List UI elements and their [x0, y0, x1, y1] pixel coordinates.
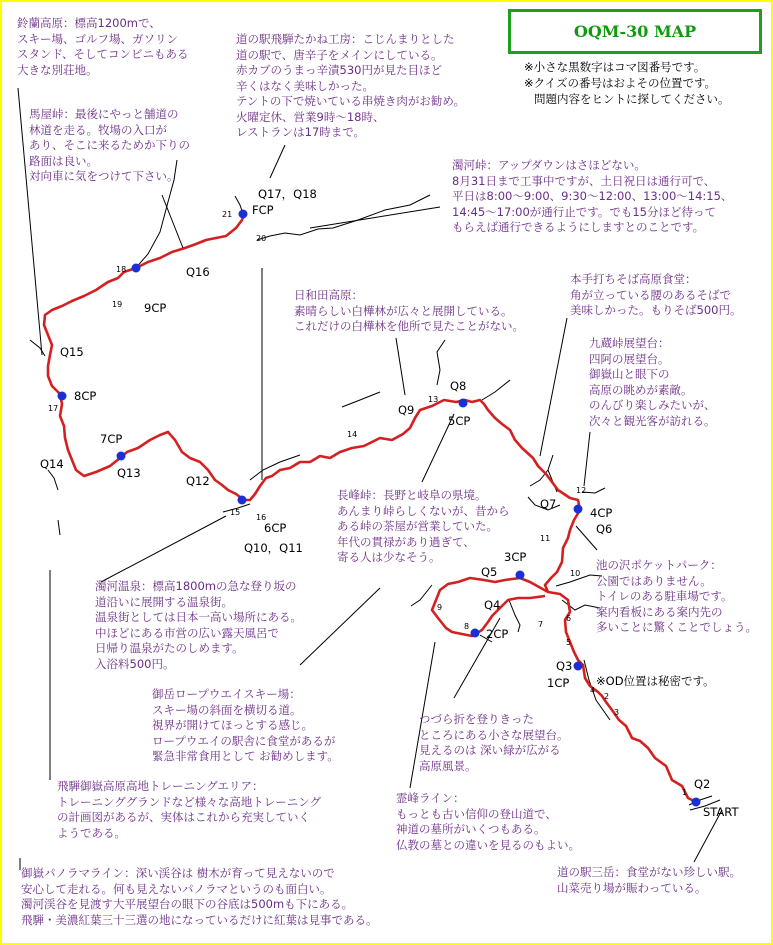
- label-2cp: 2CP: [486, 627, 509, 641]
- legend-line: ※クイズの番号はおよその位置です。: [524, 76, 717, 90]
- label-q14: Q14: [40, 457, 64, 471]
- note-reiho-line: 霊峰ライン： もっとも古い信仰の登山道で、 神道の墓所がいくつもある。 仏教の墓との違いを見るのもよい。: [396, 791, 580, 852]
- note-ikenosawa-park: 池の沢ポケットパーク： 公園ではありません。 トイレのある駐車場です。 案内看板にある案内先の 多いことに驚くことでしょう。: [596, 558, 757, 634]
- label-1cp: 1CP: [547, 676, 570, 690]
- label-start: START: [703, 805, 739, 819]
- callout-line: [310, 207, 440, 228]
- note-panorama-line: 御嶽パノラマライン：深い渓谷は 樹木が育って見えないので 安心して走れる。何も見えないパノラマというのも面白い。 濁河渓谷を見渡す大平展望台の眼下の谷底は500mも下にある。 飛騨・美濃紅葉三十三選の地になっているだけに紅葉は見事である。: [21, 866, 378, 927]
- label-q2: Q2: [694, 777, 711, 791]
- road-line: [482, 380, 510, 400]
- label-4cp: 4CP: [590, 506, 613, 520]
- koma-number: 10: [570, 569, 581, 578]
- road-line: [48, 470, 58, 490]
- koma-number: 8: [464, 622, 470, 631]
- label-7cp: 7CP: [100, 432, 123, 446]
- map-title: OQM-30 MAP: [573, 22, 697, 41]
- koma-number: 11: [540, 534, 551, 543]
- note-kuzo-toge: 九蔵峠展望台： 四阿の展望台。 御嶽山と眼下の 高原の眺めが素敵。 のんびり楽しみたいが、 次々と観光客が訪れる。: [589, 336, 716, 428]
- road-line: [509, 600, 520, 632]
- note-ontake-ropeway: 御岳ロープウエイスキー場： スキー場の斜面を横切る道。 視界が開けてほっとする感じ。 ロープウエイの駅舎に食堂があるが 緊急非常食用として お勧めします。: [152, 687, 339, 763]
- label-fcp: FCP: [252, 203, 274, 217]
- callout-line: [270, 145, 285, 178]
- label-q9: Q9: [398, 403, 415, 417]
- note-michinoeki-takane: 道の駅飛騨たかね工房：こじんまりとした 道の駅で、唐辛子をメインにしている。 赤カブのうまっ辛漬530円が見た目ほど 辛くはなく美味しかった。 テントの下で焼いている串焼き肉がお勧め。 火曜定休、営業9時～18時、 レストランは17時まで。: [236, 32, 465, 139]
- road-line: [30, 340, 45, 356]
- callout-line: [300, 588, 380, 665]
- label-q3: Q3: [556, 659, 573, 673]
- label-9cp: 9CP: [144, 301, 167, 315]
- callout-line: [58, 520, 60, 535]
- label-q10-q11: Q10，Q11: [244, 541, 303, 555]
- koma-number: 1: [682, 788, 688, 797]
- koma-number: 5: [566, 638, 572, 647]
- checkpoint-1cp: [574, 662, 583, 671]
- note-suzuran-kogen: 鈴蘭高原：標高1200mで、 スキー場、ゴルフ場、ガソリン スタンド、そしてコンビニもある 大きな別荘地。: [17, 16, 189, 77]
- checkpoint-9cp: [132, 264, 141, 273]
- checkpoint-3cp: [516, 571, 525, 580]
- checkpoint-4cp: [574, 505, 583, 514]
- note-umaya-toge: 馬屋峠：最後にやっと舗道の 林道を走る。牧場の入口が あり、そこに来るためか下りの 路面は良い。 対向車に気をつけて下さい。: [29, 107, 190, 183]
- legend-line: 問題内容をヒントに探してください。: [534, 92, 730, 106]
- koma-number: 12: [576, 486, 587, 495]
- label-q16: Q16: [186, 265, 210, 279]
- callout-line: [101, 516, 226, 582]
- koma-number: 20: [256, 234, 267, 243]
- label-8cp: 8CP: [74, 389, 97, 403]
- label-5cp: 5CP: [448, 414, 471, 428]
- koma-number: 14: [347, 430, 358, 439]
- koma-number: 18: [116, 265, 127, 274]
- note-soba-shokudo: 本手打ちそば高原食堂： 角が立っている腰のあるそばで 美味しかった。もりそば500円。: [570, 272, 742, 317]
- koma-number: 2: [604, 692, 610, 701]
- koma-number: 21: [222, 210, 233, 219]
- callout-line: [576, 526, 597, 550]
- label-q8: Q8: [450, 379, 467, 393]
- note-nigorigo-onsen: 濁河温泉：標高1800mの急な登り坂の 道沿いに展開する温泉街。 温泉街としては日本一高い場所にある。 中ほどにある市営の広い露天風呂で 日帰り温泉がたのしめます。 入浴料500円。: [95, 579, 302, 671]
- note-nagamine-toge: 長峰峠：長野と岐阜の県境。 あんまり峠らしくないが、昔から ある峠の茶屋が営業していた。 年代の貫禄があり過ぎて、 寄る人は少なそう。: [337, 488, 510, 564]
- checkpoint-6cp: [238, 496, 247, 505]
- road-line: [437, 340, 445, 385]
- koma-number: 4: [590, 686, 596, 695]
- label-q6: Q6: [596, 522, 613, 536]
- callout-line: [540, 318, 567, 456]
- note-nigorigo-toge: 濁河峠：アップダウンはさほどない。 8月31日まで工事中ですが、土日祝日は通行可で、 平日は8:00～9:00、9:30～12:00、13:00～14:15、 14:45～17:00が通行止です。でも15分ほど待って もらえば通行できるようにしますとのことです。: [452, 158, 733, 234]
- legend-line: ※小さな黒数字はコマ図番号です。: [524, 60, 706, 74]
- label-q13: Q13: [117, 466, 141, 480]
- note-michinoeki-mitake: 道の駅三岳：食堂がない珍しい駅。 山菜売り場が賑わっている。: [557, 865, 741, 895]
- checkpoint-start: [692, 798, 701, 807]
- callout-line: [396, 338, 405, 395]
- koma-number: 19: [112, 300, 123, 309]
- label-q17-q18: Q17，Q18: [258, 187, 317, 201]
- note-tenbodai: つづら折を登りきった ところにある小さな展望台。 見えるのは 深い緑が広がる 高原風景。: [419, 712, 569, 773]
- label-q5: Q5: [481, 565, 498, 579]
- koma-number: 17: [48, 404, 59, 413]
- koma-number: 16: [256, 513, 267, 522]
- note-hiwada-kogen: 日和田高原： 素晴らしい白樺林が広々と展開している。 これだけの白樺林を他所で見たことがない。: [294, 288, 524, 333]
- checkpoint-fcp: [239, 210, 248, 219]
- note-training-area: 飛騨御嶽高原高地トレーニングエリア： トレーニンググランドなど様々な高地トレーニング の計画図があるが、実体はこれから充実していく ようである。: [57, 779, 322, 840]
- secret-note: ※OD位置は秘密です。: [596, 674, 715, 688]
- checkpoint-2cp: [471, 629, 480, 638]
- map-title-box: [508, 9, 762, 54]
- road-line: [342, 392, 380, 407]
- checkpoint-5cp: [459, 399, 468, 408]
- koma-number: 13: [428, 395, 439, 404]
- label-6cp: 6CP: [264, 521, 287, 535]
- label-3cp: 3CP: [504, 550, 527, 564]
- koma-number: 15: [230, 508, 241, 517]
- road-line: [411, 585, 432, 606]
- checkpoint-7cp: [117, 452, 126, 461]
- koma-number: 3: [614, 708, 620, 717]
- callout-line: [162, 195, 183, 248]
- koma-number: 7: [538, 620, 544, 629]
- callout-line: [584, 432, 590, 486]
- label-q4: Q4: [484, 598, 501, 612]
- label-q7: Q7: [540, 497, 557, 511]
- label-q15: Q15: [60, 345, 84, 359]
- koma-number: 6: [566, 614, 572, 623]
- road-line: [257, 195, 430, 240]
- koma-number: 9: [437, 603, 443, 612]
- label-q12: Q12: [186, 474, 210, 488]
- checkpoint-8cp: [58, 392, 67, 401]
